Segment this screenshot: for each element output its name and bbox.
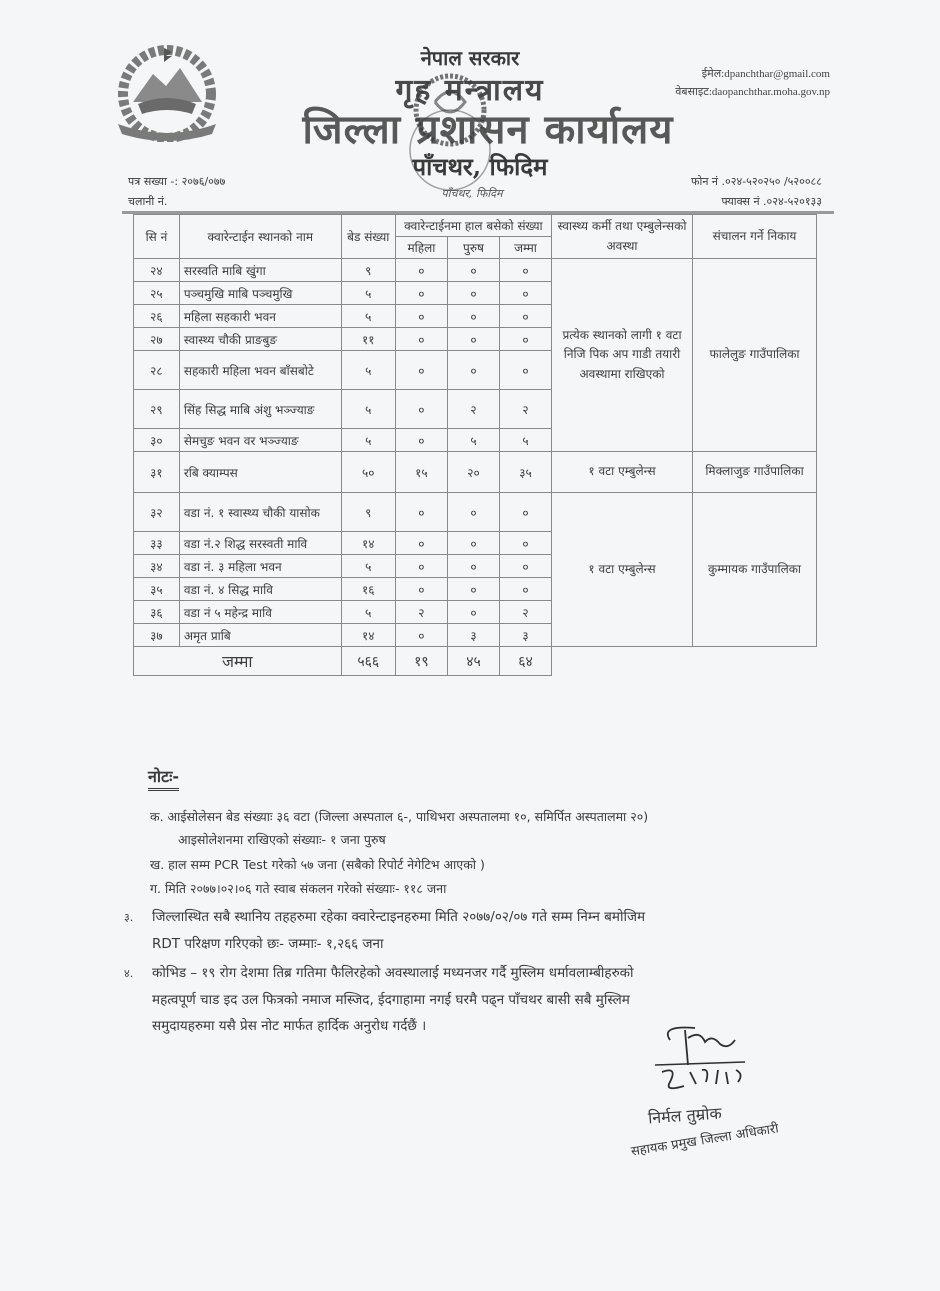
cell-sn: २८	[134, 351, 180, 390]
cell-sn: २९	[134, 390, 180, 429]
cell-beds: ५	[341, 351, 395, 390]
cell-body: मिक्लाजुङ गाउँपालिका	[693, 452, 817, 493]
cell-sn: ३५	[134, 578, 180, 601]
paragraph-number: ४.	[124, 967, 134, 980]
cell-female: ०	[395, 493, 447, 532]
cell-sn: २६	[134, 305, 180, 328]
cell-ambulance: १ वटा एम्बुलेन्स	[551, 493, 692, 647]
total-total: ६४	[499, 647, 551, 676]
cell-beds: ९	[341, 493, 395, 532]
cell-female: ०	[395, 555, 447, 578]
cell-beds: ९	[341, 259, 395, 282]
cell-name: वडा नं ५ महेन्द्र मावि	[179, 601, 341, 624]
cell-male: ०	[448, 305, 500, 328]
total-beds: ५६६	[341, 647, 395, 676]
paragraph-line: महत्वपूर्ण चाड इद उल फित्रको नमाज मस्जिद, ईदगाहामा नगई घरमै पढ्न पाँचथर बासी सबै मुस्लिम	[152, 992, 630, 1008]
cell-total: ०	[499, 578, 551, 601]
cell-total: ०	[499, 259, 551, 282]
dispatch-number: चलानी नं.	[128, 195, 168, 208]
paragraph-line: कोभिड – १९ रोग देशमा तिब्र गतिमा फैलिरहेको अवस्थालाई मध्यनजर गर्दै मुस्लिम धर्मावलाम्बीहरुको	[152, 965, 634, 981]
cell-sn: ३७	[134, 624, 180, 647]
cell-sn: २५	[134, 282, 180, 305]
cell-beds: ५०	[341, 452, 395, 493]
cell-beds: ११	[341, 328, 395, 351]
cell-total: ३५	[499, 452, 551, 493]
email-link[interactable]: dpanchthar@gmail.com	[724, 68, 830, 80]
cell-male: ५	[448, 429, 500, 452]
cell-total: ०	[499, 328, 551, 351]
cell-sn: ३०	[134, 429, 180, 452]
cell-male: ०	[448, 328, 500, 351]
cell-female: २	[395, 601, 447, 624]
quarantine-table	[133, 214, 817, 676]
cell-sn: २४	[134, 259, 180, 282]
cell-name: महिला सहकारी भवन	[179, 305, 341, 328]
nepal-emblem-icon	[108, 42, 226, 142]
paragraph-number: ३.	[124, 911, 134, 924]
cell-name: स्वास्थ्य चौकी प्राङबुङ	[179, 328, 341, 351]
cell-female: ०	[395, 351, 447, 390]
note-ka: क. आईसोलेसन बेड संख्याः ३६ वटा (जिल्ला अस्पताल ६-, पाथिभरा अस्पतालमा १०, समिर्पित अस्पतालमा २०)	[150, 809, 649, 824]
cell-female: ०	[395, 282, 447, 305]
total-male: ४५	[448, 647, 500, 676]
cell-sn: २७	[134, 328, 180, 351]
cell-female: ०	[395, 259, 447, 282]
cell-total: ०	[499, 493, 551, 532]
paragraph-line: RDT परिक्षण गरिएको छः- जम्माः- १,२६६ जना	[152, 936, 384, 952]
cell-beds: ५	[341, 390, 395, 429]
signatory-name: निर्मल तुम्रोक	[647, 1103, 723, 1128]
note-ka-2: आइसोलेशनमा राखिएको संख्याः- १ जना पुरुष	[178, 832, 386, 847]
total-female: १९	[395, 647, 447, 676]
cell-male: ०	[448, 555, 500, 578]
cell-male: २०	[448, 452, 500, 493]
total-empty	[693, 647, 817, 676]
cell-name: अमृत प्राबि	[179, 624, 341, 647]
cell-male: ०	[448, 601, 500, 624]
cell-beds: ५	[341, 305, 395, 328]
cell-name: सेमचुङ भवन वर भञ्ज्याङ	[179, 429, 341, 452]
cell-body: कुम्मायक गाउँपालिका	[693, 493, 817, 647]
cell-female: ०	[395, 624, 447, 647]
cell-female: १५	[395, 452, 447, 493]
total-empty	[551, 647, 692, 676]
reference-number: पत्र सख्या -: २०७६/०७७	[128, 175, 226, 188]
email-label: ईमेल:	[701, 68, 725, 80]
cell-beds: १४	[341, 532, 395, 555]
cell-ambulance: प्रत्येक स्थानको लागी १ वटा निजि पिक अप गाडी तयारी अवस्थामा राखिएको	[551, 259, 692, 452]
cell-total: ०	[499, 351, 551, 390]
cell-name: पञ्चमुखि माबि पञ्चमुखि	[179, 282, 341, 305]
total-label: जम्मा	[134, 647, 342, 676]
cell-male: ०	[448, 493, 500, 532]
cell-female: ०	[395, 532, 447, 555]
cell-total: ०	[499, 305, 551, 328]
cell-male: २	[448, 390, 500, 429]
cell-male: ३	[448, 624, 500, 647]
cell-female: ०	[395, 578, 447, 601]
website-line	[620, 84, 830, 99]
header-ambulance: स्वास्थ्य कर्मी तथा एम्बुलेन्सको अवस्था	[551, 215, 692, 259]
website-label: वेबसाइट:	[675, 86, 712, 98]
district-title: पाँचथर, फिदिम	[412, 152, 548, 181]
office-title: जिल्ला प्रशासन कार्यालय	[302, 106, 674, 153]
cell-ambulance: १ वटा एम्बुलेन्स	[551, 452, 692, 493]
cell-male: ०	[448, 578, 500, 601]
cell-total: २	[499, 601, 551, 624]
cell-beds: ५	[341, 601, 395, 624]
note-ga: ग. मिति २०७७।०२।०६ गते स्वाब संकलन गरेको संख्याः- ११८ जना	[150, 881, 447, 896]
cell-total: २	[499, 390, 551, 429]
cell-name: वडा नं.२ शिद्ध सरस्वती मावि	[179, 532, 341, 555]
cell-name: वडा नं. १ स्वास्थ्य चौकी यासोक	[179, 493, 341, 532]
cell-beds: ५	[341, 429, 395, 452]
ministry-title: गृह मन्त्रालय	[395, 73, 545, 108]
cell-total: ०	[499, 282, 551, 305]
paragraph-3	[124, 904, 824, 957]
cell-total: ०	[499, 532, 551, 555]
signature-icon	[640, 1020, 780, 1100]
cell-male: ०	[448, 259, 500, 282]
table-total-row	[134, 647, 817, 676]
note-kha: ख. हाल सम्म PCR Test गरेको ५७ जना (सबैको रिपोर्ट नेगेटिभ आएको )	[150, 857, 485, 872]
cell-female: ०	[395, 429, 447, 452]
cell-beds: १४	[341, 624, 395, 647]
cell-sn: ३३	[134, 532, 180, 555]
cell-male: ०	[448, 282, 500, 305]
header-name: क्वारेन्टाईन स्थानको नाम	[179, 215, 341, 259]
header-current-group: क्वारेन्टाईनमा हाल बसेको संख्या	[395, 215, 551, 237]
cell-name: वडा नं. ४ सिद्ध मावि	[179, 578, 341, 601]
table-row	[134, 493, 817, 532]
cell-beds: ५	[341, 282, 395, 305]
table-row	[134, 259, 817, 282]
cell-name: सरस्वति माबि खुंगा	[179, 259, 341, 282]
cell-name: सहकारी महिला भवन बाँसबोटे	[179, 351, 341, 390]
cell-beds: १६	[341, 578, 395, 601]
cell-female: ०	[395, 305, 447, 328]
cell-male: ०	[448, 532, 500, 555]
cell-name: रबि क्याम्पस	[179, 452, 341, 493]
stamp-text: पाँचथर, फिदिम	[441, 187, 503, 200]
cell-sn: ३४	[134, 555, 180, 578]
header-male: पुरुष	[448, 237, 500, 259]
table-row	[134, 452, 817, 493]
header-sn: सि नं	[134, 215, 180, 259]
notes-title: नोटः-	[148, 765, 179, 791]
government-title: नेपाल सरकार	[420, 46, 520, 70]
cell-female: ०	[395, 390, 447, 429]
cell-male: ०	[448, 351, 500, 390]
website-link[interactable]: daopanchthar.moha.gov.np	[711, 86, 830, 98]
cell-body: फालेलुङ गाउँपालिका	[693, 259, 817, 452]
cell-sn: ३२	[134, 493, 180, 532]
cell-sn: ३६	[134, 601, 180, 624]
header-body: संचालन गर्ने निकाय	[693, 215, 817, 259]
email-line	[640, 66, 830, 81]
header-total: जम्मा	[499, 237, 551, 259]
cell-female: ०	[395, 328, 447, 351]
header-beds: बेड संख्या	[341, 215, 395, 259]
paragraph-line: समुदायहरुमा यसै प्रेस नोट मार्फत हार्दिक अनुरोध गर्दछैं ।	[152, 1018, 427, 1034]
cell-beds: ५	[341, 555, 395, 578]
cell-name: वडा नं. ३ महिला भवन	[179, 555, 341, 578]
cell-name: सिंह सिद्ध माबि अंशु भञ्ज्याङ	[179, 390, 341, 429]
phone-number: फोन नं .०२४-५२०२५० /५२००८८	[690, 175, 822, 188]
cell-total: ५	[499, 429, 551, 452]
fax-number: फ्याक्स नं .०२४-५२०१३३	[721, 195, 822, 208]
cell-total: ३	[499, 624, 551, 647]
cell-sn: ३१	[134, 452, 180, 493]
header-female: महिला	[395, 237, 447, 259]
paragraph-line: जिल्लास्थित सबै स्थानिय तहहरुमा रहेका क्वारेन्टाइनहरुमा मिति २०७७/०२/०७ गते सम्म निम्न बमोजिम	[152, 909, 646, 925]
signatory-title: सहायक प्रमुख जिल्ला अधिकारी	[629, 1121, 780, 1160]
cell-total: ०	[499, 555, 551, 578]
